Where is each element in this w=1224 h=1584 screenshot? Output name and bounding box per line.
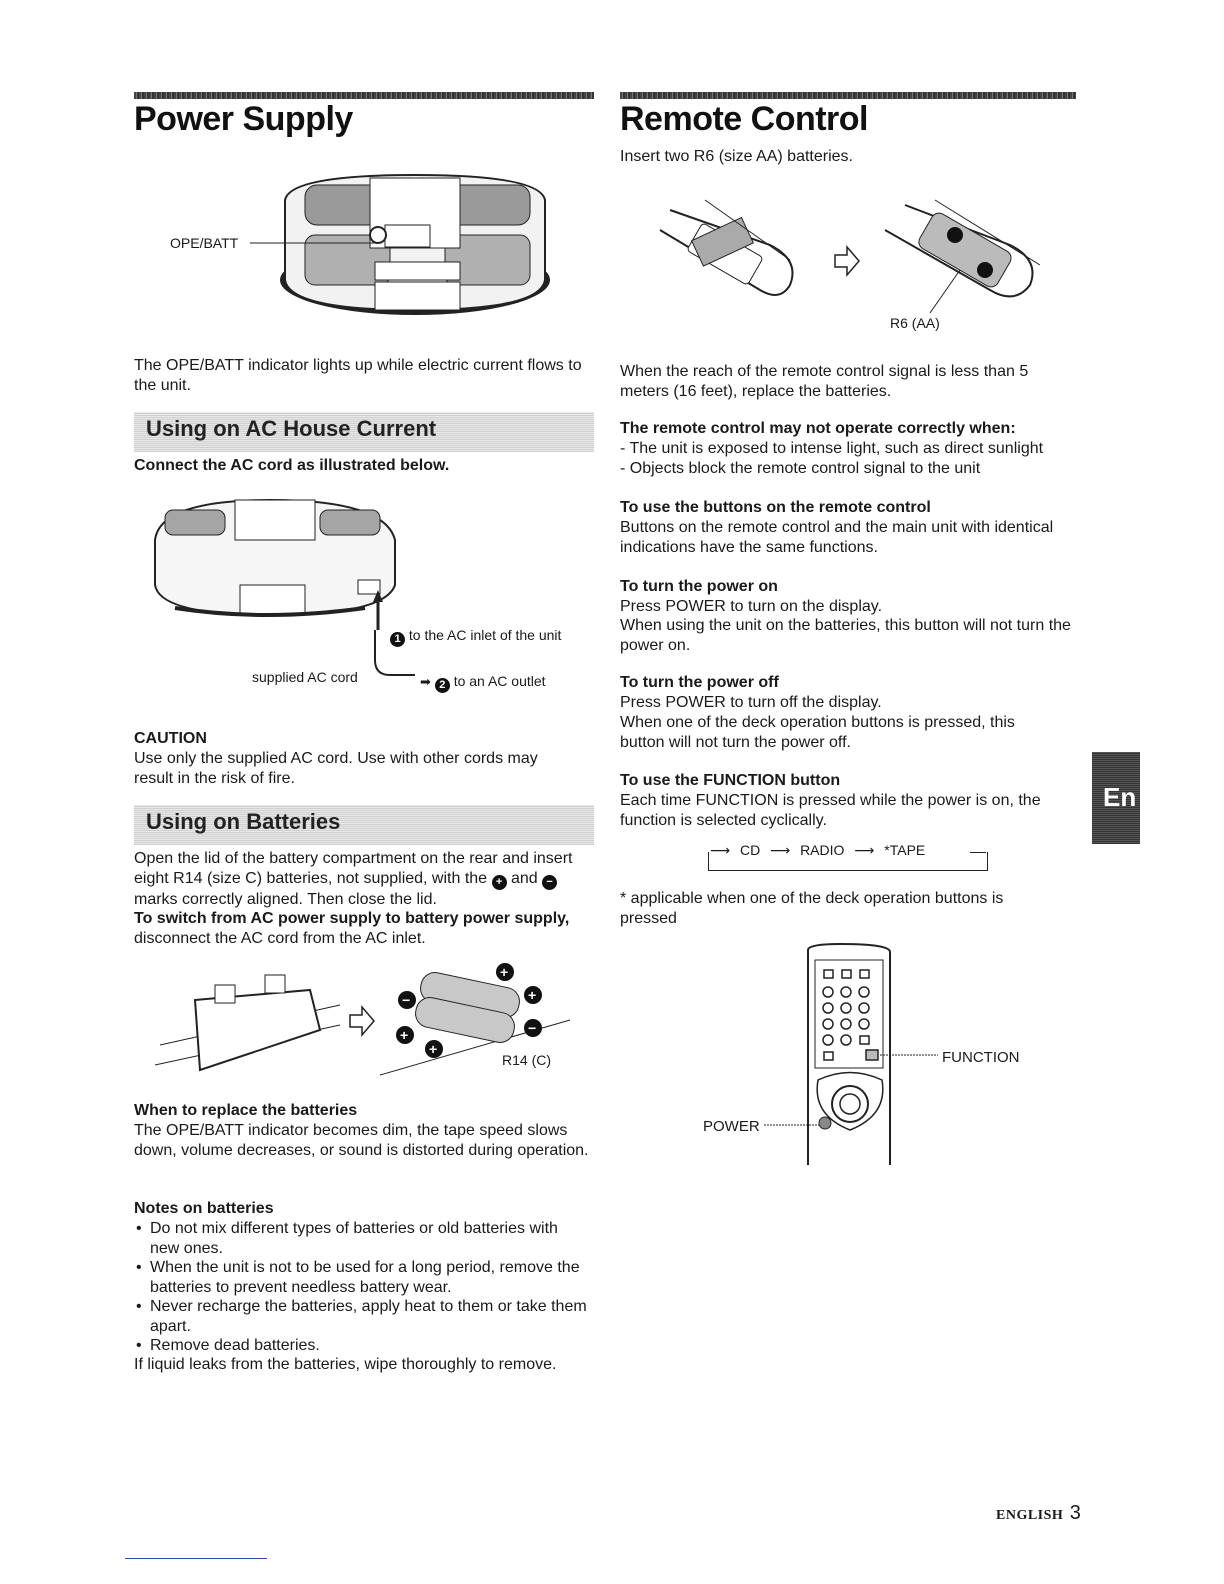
language-side-tab bbox=[1092, 752, 1140, 844]
svg-text:+: + bbox=[400, 1027, 409, 1043]
bottom-left-rule bbox=[125, 1558, 267, 1559]
notes-title: Notes on batteries bbox=[134, 1200, 274, 1217]
function-label: FUNCTION bbox=[942, 1049, 1020, 1066]
r6-label: R6 (AA) bbox=[890, 315, 940, 331]
function-footnote: * applicable when one of the deck operation buttons is pressed bbox=[620, 890, 1004, 927]
opebatt-label: OPE/BATT bbox=[170, 235, 239, 251]
power-intro-text: The OPE/BATT indicator lights up while electric current flows to the unit. bbox=[134, 357, 582, 394]
callout-ac-outlet bbox=[420, 672, 546, 693]
outlet-arrow-icon: ➡ bbox=[420, 674, 431, 689]
power-on-line-2: When using the unit on the batteries, this button will not turn the power on. bbox=[620, 617, 1071, 654]
callout-2-text: to an AC outlet bbox=[453, 673, 546, 689]
power-off-line-1: Press POWER to turn off the display. bbox=[620, 694, 882, 711]
cord-label: supplied AC cord bbox=[252, 669, 358, 685]
section-band-ac bbox=[134, 412, 594, 452]
batteries-paragraph bbox=[134, 849, 584, 948]
remote-intro-text: Insert two R6 (size AA) batteries. bbox=[620, 148, 853, 165]
cycle-tape: *TAPE bbox=[884, 842, 926, 858]
notes-list bbox=[134, 1219, 589, 1356]
not-operate-title: The remote control may not operate correctly when: bbox=[620, 420, 1016, 437]
cycle-cd: CD bbox=[739, 842, 761, 858]
svg-text:+: + bbox=[500, 964, 509, 980]
callout-1-text: to the AC inlet of the unit bbox=[408, 627, 562, 643]
arrow-right-icon: ⟶ bbox=[710, 842, 731, 858]
ac-lead-text: Connect the AC cord as illustrated below. bbox=[134, 457, 450, 474]
section-band-batteries bbox=[134, 805, 594, 845]
replace-text: The OPE/BATT indicator becomes dim, the tape speed slows down, volume decreases, or sound is distorted during operation. bbox=[134, 1122, 589, 1159]
power-on-line-1: Press POWER to turn on the display. bbox=[620, 598, 883, 615]
page-footer bbox=[996, 1502, 1081, 1525]
battery-compartment-figure bbox=[150, 960, 580, 1085]
range-text: When the reach of the remote control signal is less than 5 meters (16 feet), replace the batteries. bbox=[620, 363, 1029, 400]
switch-bold-text: To switch from AC power supply to battery power supply, bbox=[134, 910, 570, 927]
page-title-remote-control: Remote Control bbox=[620, 100, 868, 138]
caution-title: CAUTION bbox=[134, 730, 207, 747]
svg-text:−: − bbox=[402, 992, 411, 1008]
batteries-text-c: marks correctly aligned. Then close the lid. bbox=[134, 890, 437, 908]
buttons-text: Buttons on the remote control and the main unit with identical indications have the same functions. bbox=[620, 519, 1054, 556]
list-item: • Remove dead batteries. bbox=[134, 1336, 589, 1356]
right-title-rule bbox=[620, 92, 1076, 99]
page-number: 3 bbox=[1069, 1502, 1081, 1524]
not-operate-item-2: - Objects block the remote control signal to the unit bbox=[620, 460, 981, 477]
footer-language: ENGLISH bbox=[996, 1508, 1064, 1523]
callout-ac-inlet bbox=[390, 626, 561, 647]
replace-title: When to replace the batteries bbox=[134, 1102, 358, 1119]
cycle-return-line bbox=[970, 852, 986, 853]
function-cycle-diagram bbox=[708, 842, 990, 874]
page-title-power-supply: Power Supply bbox=[134, 100, 353, 138]
list-item: • Do not mix different types of batteries or old batteries with new ones. bbox=[134, 1219, 589, 1258]
arrow-right-icon: ⟶ bbox=[854, 842, 875, 858]
callout-1-badge: 1 bbox=[390, 632, 405, 647]
buttons-title: To use the buttons on the remote control bbox=[620, 499, 931, 516]
arrow-right-icon: ⟶ bbox=[770, 842, 791, 858]
batteries-text-b: and bbox=[510, 869, 538, 887]
r14-label: R14 (C) bbox=[502, 1052, 552, 1068]
remote-battery-figure bbox=[650, 190, 1050, 340]
minus-mark-icon: − bbox=[542, 875, 557, 890]
function-title: To use the FUNCTION button bbox=[620, 772, 841, 789]
power-on-title: To turn the power on bbox=[620, 578, 778, 595]
power-label: POWER bbox=[703, 1118, 760, 1135]
plus-mark-icon: + bbox=[492, 875, 507, 890]
section-title-batteries: Using on Batteries bbox=[146, 809, 341, 834]
svg-text:+: + bbox=[528, 987, 537, 1003]
language-tab-label: En bbox=[1103, 782, 1137, 812]
cycle-row bbox=[710, 842, 929, 859]
power-off-title: To turn the power off bbox=[620, 674, 779, 691]
not-operate-item-1: - The unit is exposed to intense light, such as direct sunlight bbox=[620, 440, 1044, 457]
batteries-text-a: Open the lid of the battery compartment on the rear and insert eight R14 (size C) batteries, not supplied, with the bbox=[134, 850, 573, 887]
callout-2-badge: 2 bbox=[435, 678, 450, 693]
svg-text:−: − bbox=[528, 1020, 537, 1036]
svg-text:+: + bbox=[429, 1041, 438, 1057]
cycle-radio: RADIO bbox=[800, 842, 845, 858]
list-item: • Never recharge the batteries, apply heat to them or take them apart. bbox=[134, 1297, 589, 1336]
notes-footer: If liquid leaks from the batteries, wipe thoroughly to remove. bbox=[134, 1356, 557, 1373]
power-off-line-2: When one of the deck operation buttons is pressed, this button will not turn the power off. bbox=[620, 714, 1015, 751]
section-title-ac: Using on AC House Current bbox=[146, 416, 437, 441]
remote-control-figure bbox=[700, 940, 1030, 1170]
caution-text: Use only the supplied AC cord. Use with other cords may result in the risk of fire. bbox=[134, 750, 538, 787]
boombox-front-figure bbox=[170, 170, 560, 330]
function-text: Each time FUNCTION is pressed while the power is on, the function is selected cyclically. bbox=[620, 792, 1041, 829]
list-item: • When the unit is not to be used for a long period, remove the batteries to prevent needless battery wear. bbox=[134, 1258, 589, 1297]
left-title-rule bbox=[134, 92, 594, 99]
switch-text: disconnect the AC cord from the AC inlet. bbox=[134, 929, 426, 947]
